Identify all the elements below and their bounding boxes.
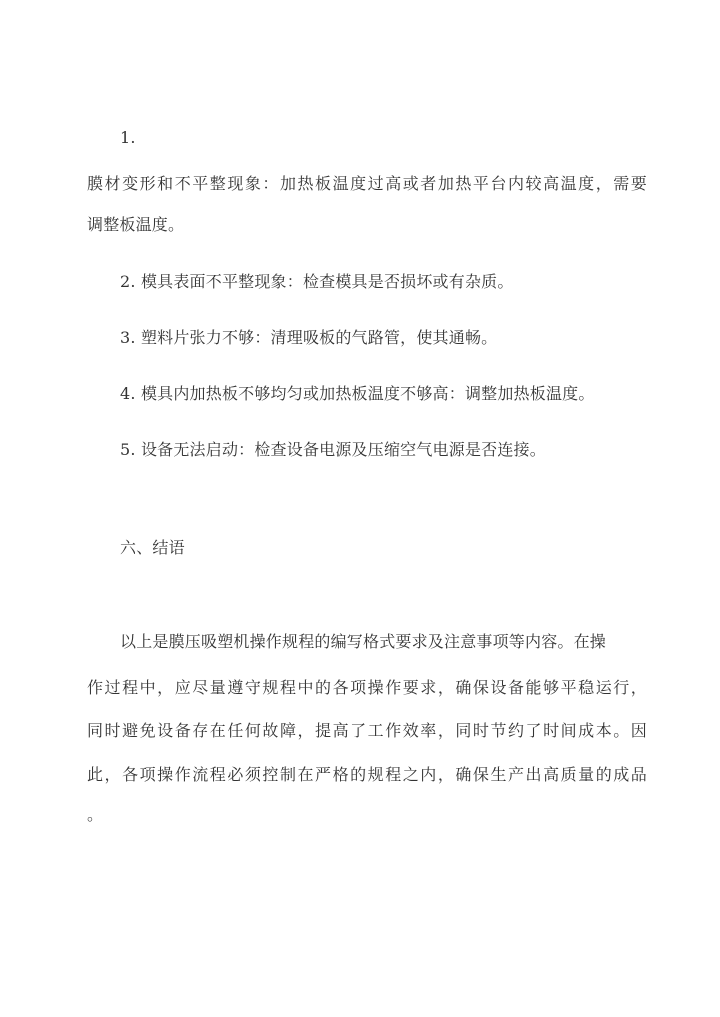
conclusion-line-5: 。	[87, 805, 104, 824]
item-3: 3. 塑料片张力不够：清理吸板的气路管，使其通畅。	[120, 328, 498, 347]
section-heading-conclusion: 六、结语	[120, 538, 185, 557]
conclusion-line-4: 此，各项操作流程必须控制在严格的规程之内，确保生产出高质量的成品	[87, 765, 647, 784]
item-1-number: 1.	[120, 128, 136, 147]
conclusion-line-3: 同时避免设备存在任何故障，提高了工作效率，同时节约了时间成本。因	[87, 721, 647, 740]
item-2: 2. 模具表面不平整现象：检查模具是否损坏或有杂质。	[120, 272, 514, 291]
conclusion-line-1: 以上是膜压吸塑机操作规程的编写格式要求及注意事项等内容。在操	[120, 632, 607, 651]
item-5: 5. 设备无法启动：检查设备电源及压缩空气电源是否连接。	[120, 440, 546, 459]
item-4: 4. 模具内加热板不够均匀或加热板温度不够高：调整加热板温度。	[120, 384, 595, 403]
conclusion-line-2: 作过程中，应尽量遵守规程中的各项操作要求，确保设备能够平稳运行，	[87, 678, 647, 697]
item-1-text-line-2: 调整板温度。	[87, 215, 185, 234]
item-1-text-line-1: 膜材变形和不平整现象：加热板温度过高或者加热平台内较高温度，需要	[87, 174, 647, 193]
